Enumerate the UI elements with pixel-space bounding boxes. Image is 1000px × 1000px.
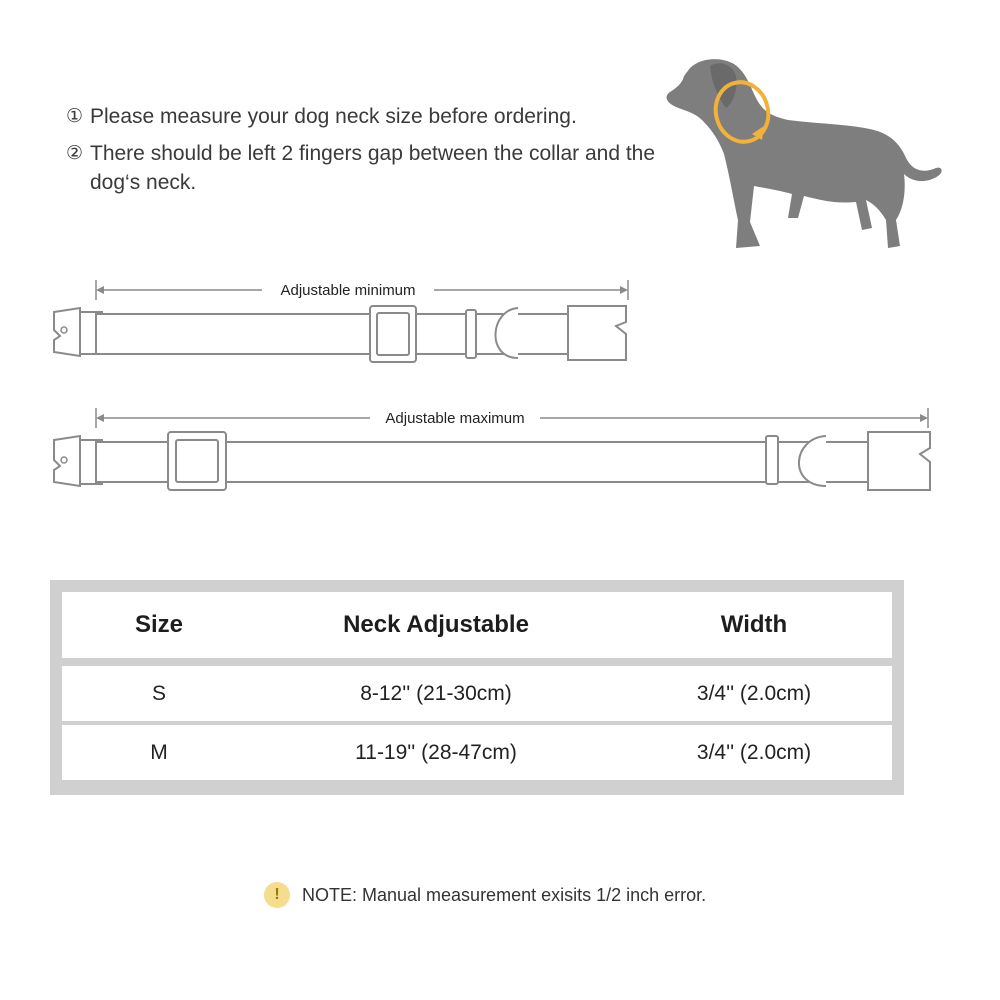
table-row — [62, 725, 892, 780]
cell-neck: 11-19'' (28-47cm) — [355, 740, 517, 764]
instruction-number: ① — [66, 105, 84, 127]
size-table — [50, 580, 904, 795]
instruction-number: ② — [66, 142, 84, 164]
table-row — [62, 666, 892, 721]
instruction-text: Please measure your dog neck size before ordering. — [90, 105, 577, 128]
instruction-item — [66, 139, 656, 197]
cell-size: S — [151, 681, 166, 705]
collar-minimum — [40, 270, 640, 370]
instructions — [66, 102, 656, 205]
cell-width: 3/4'' (2.0cm) — [696, 681, 812, 705]
header-neck-adjustable: Neck Adjustable — [343, 611, 529, 638]
header-size: Size — [134, 611, 184, 638]
note — [264, 882, 706, 908]
instruction-text: There should be left 2 fingers gap between the collar and the dog‘s neck. — [90, 142, 656, 194]
cell-size: M — [150, 740, 168, 764]
cell-width: 3/4'' (2.0cm) — [696, 740, 812, 764]
note-text: NOTE: Manual measurement exisits 1/2 inch error. — [302, 884, 707, 905]
cell-neck: 8-12'' (21-30cm) — [360, 681, 512, 705]
table-header-row — [62, 592, 892, 658]
collar-maximum — [40, 398, 940, 498]
instruction-item — [66, 102, 656, 131]
exclamation-icon: ! — [264, 882, 290, 908]
dog-illustration — [660, 50, 950, 265]
header-width: Width — [720, 611, 788, 638]
dog-silhouette — [667, 59, 942, 248]
collar-min-label: Adjustable minimum — [280, 282, 416, 299]
collar-max-label: Adjustable maximum — [385, 410, 525, 427]
